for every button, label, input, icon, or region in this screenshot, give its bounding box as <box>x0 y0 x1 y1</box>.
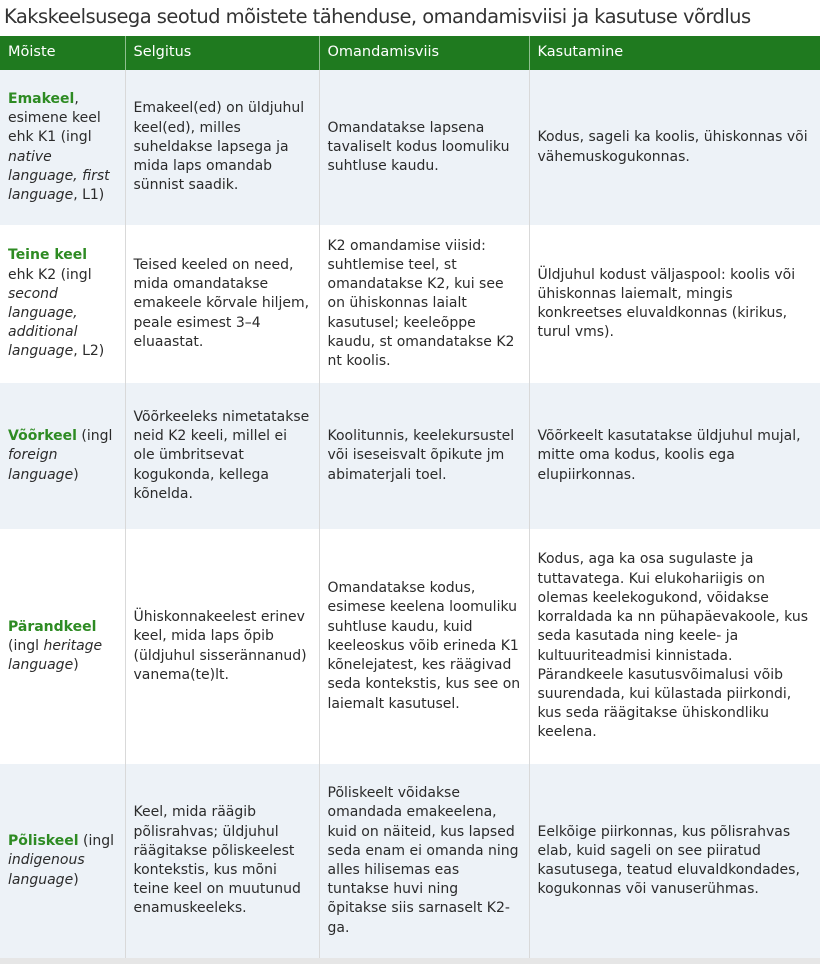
term-english: indigenous language <box>8 852 85 888</box>
term-prefix: (ingl <box>8 637 44 654</box>
table-header-row <box>0 36 820 70</box>
header-usage: Kasutamine <box>529 36 820 70</box>
acquisition-cell: Põliskeelt võidakse omandada emakeelena, kuid on näiteid, kus lapsed seda enam ei omanda ning alles hilisemas eas tuntakse huvi ning õpitakse siis sarnaselt K2-ga. <box>319 764 529 958</box>
page-title: Kakskeelsusega seotud mõistete tähenduse, omandamisviisi ja kasutuse võrdlus <box>4 5 751 28</box>
concept-cell <box>0 225 125 383</box>
term-suffix: ) <box>73 466 79 483</box>
explanation-cell: Emakeel(ed) on üldjuhul keel(ed), milles suheldakse lapsega ja mida laps omandab sünnist saadik. <box>125 70 319 225</box>
explanation-cell: Ühiskonnakeelest erinev keel, mida laps õpib (üldjuhul sisserännanud) vanema(te)lt. <box>125 529 319 764</box>
usage-cell: Võõrkeelt kasutatakse üldjuhul mujal, mitte oma kodus, koolis ega elupiirkonnas. <box>529 383 820 529</box>
acquisition-cell: Omandatakse lapsena tavaliselt kodus loomuliku suhtluse kaudu. <box>319 70 529 225</box>
term-prefix: ehk K2 (ingl <box>8 266 92 283</box>
header-acquisition: Omandamisviis <box>319 36 529 70</box>
header-explanation: Selgitus <box>125 36 319 70</box>
table-row <box>0 383 820 529</box>
term-name: Võõrkeel <box>8 428 77 445</box>
concept-cell <box>0 70 125 225</box>
term-name: Teine keel <box>8 247 88 264</box>
table-row <box>0 225 820 383</box>
term-name: Põliskeel <box>8 833 79 850</box>
bottom-edge-bar <box>0 958 820 964</box>
term-suffix: , L1) <box>73 186 105 203</box>
term-name: Emakeel <box>8 90 75 107</box>
term-suffix: ) <box>73 657 79 674</box>
term-english: native language, first language <box>8 148 110 203</box>
usage-cell: Eelkõige piirkonnas, kus põlisrahvas elab, kuid sageli on see piiratud kasutusega, teatud eluvaldkondades, kogukonnas või vanuserühmas. <box>529 764 820 958</box>
term-prefix: , esimene keel ehk K1 (ingl <box>8 90 101 146</box>
term-english: heritage language <box>8 637 103 674</box>
explanation-cell: Võõrkeeleks nimetatakse neid K2 keeli, millel ei ole ümbritsevat kogukonda, kellega kõnelda. <box>125 383 319 529</box>
table-row <box>0 70 820 225</box>
usage-cell: Kodus, aga ka osa sugulaste ja tuttavatega. Kui elukohariigis on olemas keelekogukond, võidakse korraldada ka nn pühapäevakoole, kus seda kasutada ning keele- ja kultuuriteadmisi kinnistada. Pärandkeele kasutusvõimalusi võib suurendada, kui külastada piirkondi, kus seda räägitakse ühiskondliku keelena. <box>529 529 820 764</box>
usage-cell: Kodus, sageli ka koolis, ühiskonnas või vähemuskogukonnas. <box>529 70 820 225</box>
table-row <box>0 764 820 958</box>
concept-cell <box>0 529 125 764</box>
term-prefix: (ingl <box>78 833 114 850</box>
concept-cell <box>0 383 125 529</box>
explanation-cell: Keel, mida räägib põlisrahvas; üldjuhul räägitakse põliskeelest kontekstis, kus mõni teine keel on muutunud enamuskeeleks. <box>125 764 319 958</box>
term-english: second language, additional language <box>8 285 78 360</box>
concept-cell <box>0 764 125 958</box>
acquisition-cell: Koolitunnis, keelekursustel või iseseisvalt õpikute jm abimaterjali toel. <box>319 383 529 529</box>
term-suffix: , L2) <box>73 343 105 360</box>
term-prefix: (ingl <box>76 428 113 445</box>
term-name: Pärandkeel <box>8 618 97 635</box>
term-english: foreign language <box>8 447 74 483</box>
acquisition-cell: Omandatakse kodus, esimese keelena loomuliku suhtluse kaudu, kuid keeleoskus võib erineda K1 kõnelejatest, kes räägivad seda kontekstis, kus see on laiemalt kasutusel. <box>319 529 529 764</box>
explanation-cell: Teised keeled on need, mida omandatakse emakeele kõrvale hiljem, peale esimest 3–4 eluaastat. <box>125 225 319 383</box>
table-row <box>0 529 820 764</box>
term-suffix: ) <box>73 871 79 888</box>
comparison-table <box>0 36 820 958</box>
header-concept: Mõiste <box>0 36 125 70</box>
usage-cell: Üldjuhul kodust väljaspool: koolis või ühiskonnas laiemalt, mingis konkreetses eluvaldkonnas (kirikus, turul vms). <box>529 225 820 383</box>
acquisition-cell: K2 omandamise viisid: suhtlemise teel, st omandatakse K2, kui see on ühiskonnas laialt kasutusel; keeleõppe kaudu, st omandatakse K2 nt koolis. <box>319 225 529 383</box>
